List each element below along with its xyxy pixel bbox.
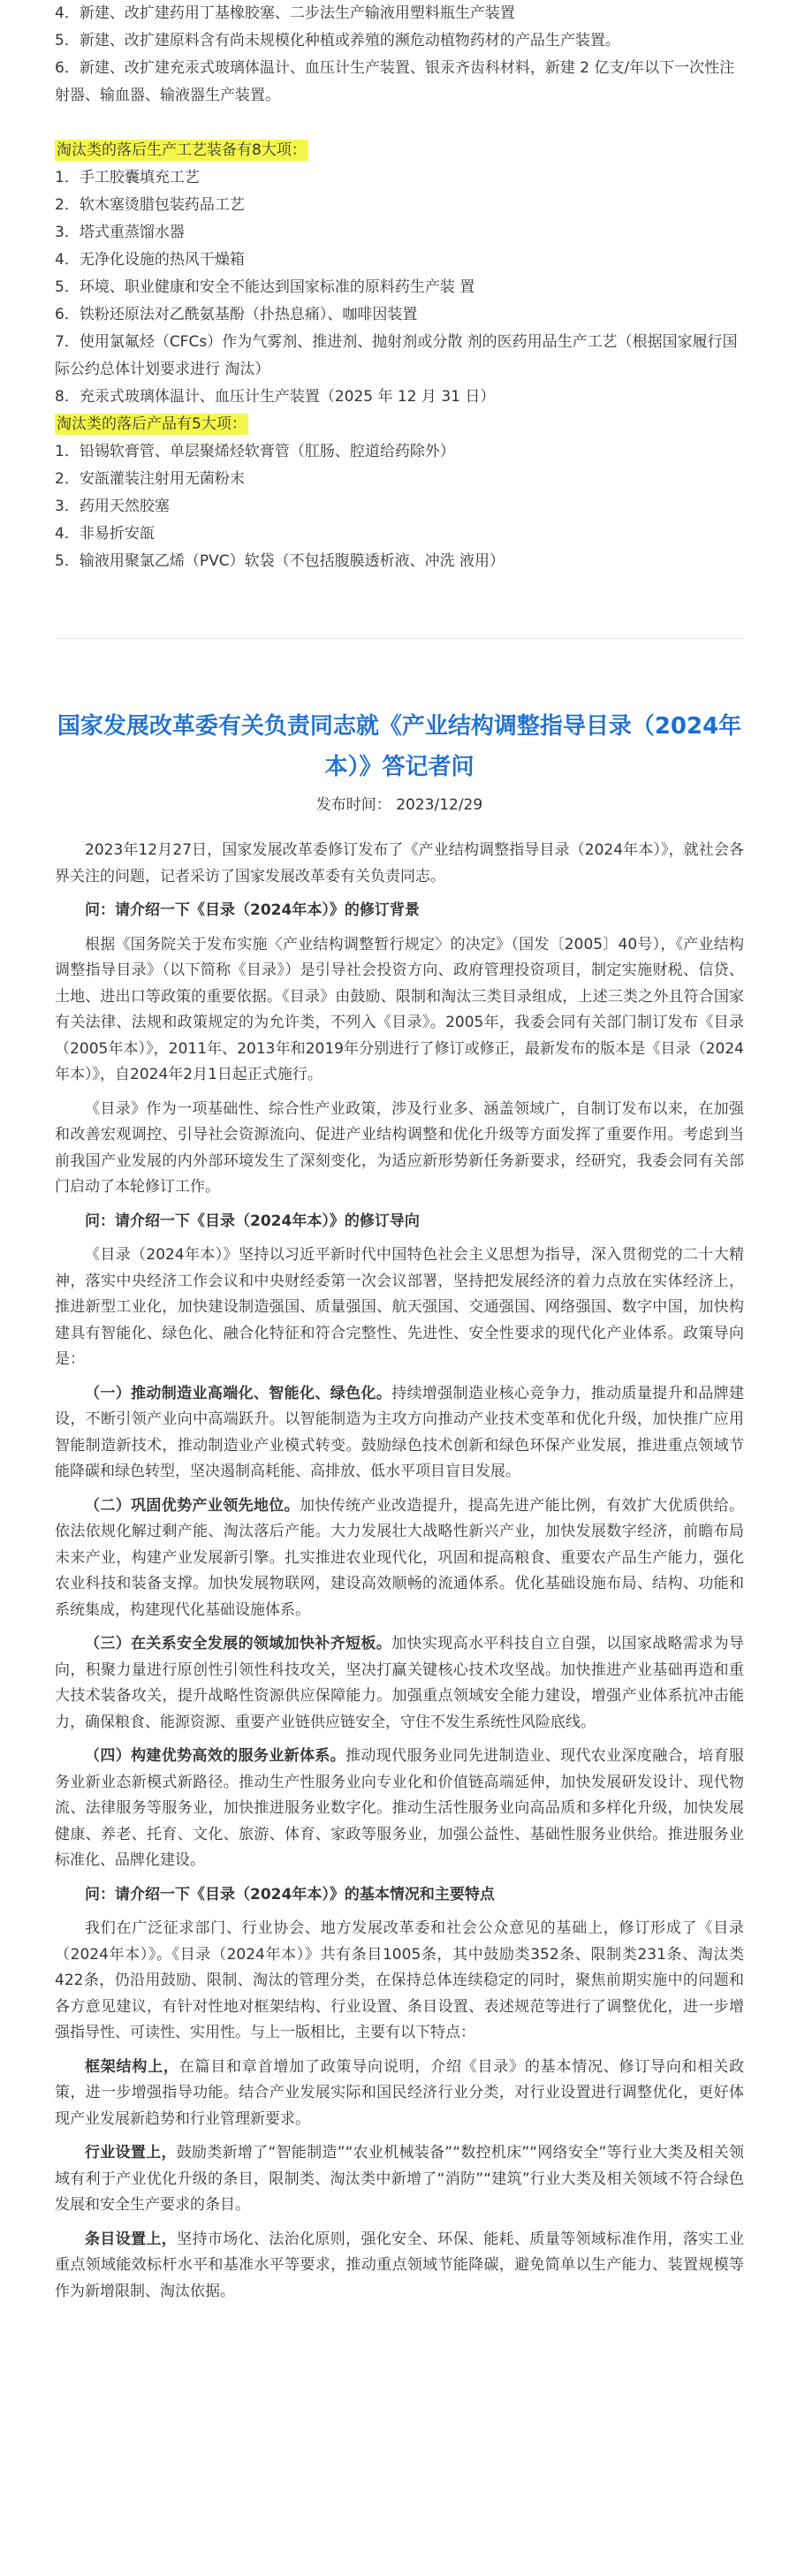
paragraph: 2023年12月27日，国家发展改革委修订发布了《产业结构调整指导目录（2024年本）》，就社会各界关注的问题，记者采访了国家发展改革委有关负责同志。 — [55, 841, 744, 885]
list-item: 5．输液用聚氯乙烯（PVC）软袋（不包括腹膜透析液、冲洗 液用） — [55, 552, 505, 570]
question-heading: 问：请介绍一下《目录（2024年本）》的修订导向 — [85, 1212, 420, 1230]
section-divider — [55, 638, 744, 639]
article-title: 国家发展改革委有关负责同志就《产业结构调整指导目录（2024年本）》答记者问 — [57, 713, 742, 781]
list-item: 1．手工胶囊填充工艺 — [55, 169, 200, 186]
list-item: 6．铁粉还原法对乙酰氨基酚（扑热息痛）、咖啡因装置 — [55, 306, 418, 323]
paragraph-body: 推动现代服务业同先进制造业、现代农业深度融合，培育服务业新业态新模式新路径。推动生产性服务业向专业化和价值链高端延伸，加快发展研发设计、现代物流、法律服务等服务业，加快推进服务业数字化。推动生活性服务业向高品质和多样化升级，加快发展健康、养老、托育、文化、旅游、体育、家政等服务业，加强公益性、基础性服务业供给。推进服务业标准化、品牌化建设。 — [55, 1747, 745, 1869]
paragraph-body: 持续增强制造业核心竞争力，推动质量提升和品牌建设，不断引领产业向中高端跃升。以智能制造为主攻方向推动产业技术变革和优化升级，加快推广应用智能制造新技术，推动制造业产业模式转变。鼓励绿色技术创新和绿色环保产业发展，推进重点领域节能降碳和绿色转型，坚决遏制高耗能、高排放、低水平项目盲目发展。 — [55, 1384, 745, 1480]
paragraph-body: 加快实现高水平科技自立自强，以国家战略需求为导向，积聚力量进行原创性引领性科技攻关，坚决打赢关键核心技术攻坚战。加快推进产业基础再造和重大技术装备攻关，提升战略性资源供应保障能力。加强重点领域安全能力建设，增强产业体系抗冲击能力，确保粮食、能源资源、重要产业链供应链安全，守住不发生系统性风险底线。 — [55, 1635, 745, 1731]
paragraph-lead: （一）推动制造业高端化、智能化、绿色化。 — [85, 1384, 392, 1402]
paragraph-body: 加快传统产业改造提升，提高先进产能比例，有效扩大优质供给。依法依规化解过剩产能、淘汰落后产能。大力发展壮大战略性新兴产业，加快发展数字经济，前瞻布局未来产业，构建产业发展新引擎。扎实推进农业现代化，巩固和提高粮食、重要农产品生产能力，强化农业科技和装备支撑。加快发展物联网，建设高效顺畅的流通体系。优化基础设施布局、结构、功能和系统集成，构建现代化基础设施体系。 — [55, 1496, 744, 1619]
list-item: 8．充汞式玻璃体温计、血压计生产装置（2025 年 12 月 31 日） — [55, 388, 496, 406]
question-heading: 问：请介绍一下《目录（2024年本）》的修订背景 — [85, 901, 420, 919]
highlighted-heading-text: 淘汰类的落后生产工艺装备有8大项： — [57, 141, 307, 159]
paragraph — [55, 1631, 744, 1736]
paragraph-body: 在篇目和章首增加了政策导向说明，介绍《目录》的基本情况、修订导向和相关政策，进一步增强指导功能。结合产业发展实际和国民经济行业分类，对行业设置进行调整优化，更好体现产业发展新趋势和行业管理新要求。 — [55, 2057, 745, 2128]
paragraph-lead: （二）巩固优势产业领先地位。 — [85, 1496, 300, 1515]
paragraph: 我们在广泛征求部门、行业协会、地方发展改革委和社会公众意见的基础上，修订形成了《目录（2024年本）》。《目录（2024年本）》共有条目1005条，其中鼓励类352条、限制类231条、淘汰类422条，仍沿用鼓励、限制、淘汰的管理分类，在保持总体连续稳定的同时，聚焦前期实施中的问题和各方意见建议，有针对性地对框架结构、行业设置、条目设置、表述规范等进行了调整优化，进一步增强指导性、可读性、实用性。与上一版相比，主要有以下特点： — [55, 1919, 744, 2041]
paragraph — [55, 2055, 744, 2133]
paragraph — [55, 1493, 744, 1624]
paragraph — [55, 2227, 744, 2306]
list-item: 2．安瓿灌装注射用无菌粉末 — [55, 470, 245, 488]
paragraph — [55, 1744, 744, 1874]
paragraph: 《目录（2024年本）》坚持以习近平新时代中国特色社会主义思想为指导，深入贯彻党的二十大精神，落实中央经济工作会议和中央财经委第一次会议部署，坚持把发展经济的着力点放在实体经济上，推进新型工业化，加快建设制造强国、质量强国、航天强国、交通强国、网络强国、数字中国，加快构建具有智能化、绿色化、融合化特征和符合完整性、先进性、安全性要求的现代化产业体系。政策导向是： — [55, 1246, 744, 1368]
list-item: 7．使用氯氟烃（CFCs）作为气雾剂、推进剂、抛射剂或分散 剂的医药用品生产工艺（根据国家履行国际公约总体计划要求进行 淘汰） — [55, 333, 738, 378]
paragraph-body: 坚持市场化、法治化原则，强化安全、环保、能耗、质量等领域标准作用，落实工业重点领域能效标杆水平和基准水平等要求，推动重点领域节能降碳，避免简单以生产能力、装置规模等作为新增限制、淘汰依据。 — [55, 2230, 745, 2300]
list-item: 6．新建、改扩建充汞式玻璃体温计、血压计生产装置、银汞齐齿科材料，新建 2 亿支/年以下一次性注射器、输血器、输液器生产装置。 — [55, 59, 735, 104]
top-list-block — [55, 0, 744, 575]
section-heading — [55, 411, 744, 438]
paragraph — [55, 2140, 744, 2219]
list-item: 3．塔式重蒸馏水器 — [55, 224, 185, 241]
paragraph: 《目录》作为一项基础性、综合性产业政策，涉及行业多、涵盖领域广，自制订发布以来，在加强和改善宏观调控、引导社会资源流向、促进产业结构调整和优化升级等方面发挥了重要作用。考虑到当前我国产业发展的内外部环境发生了深刻变化，为适应新形势新任务新要求，经研究，我委会同有关部门启动了本轮修订工作。 — [55, 1099, 744, 1196]
list-item: 2．软木塞烫腊包装药品工艺 — [55, 196, 245, 214]
list-item: 4．新建、改扩建药用丁基橡胶塞、二步法生产输液用塑料瓶生产装置 — [55, 4, 515, 22]
paragraph: 根据《国务院关于发布实施〈产业结构调整暂行规定〉的决定》（国发〔2005〕40号），《产业结构调整指导目录》（以下简称《目录》）是引导社会投资方向、政府管理投资项目，制定实施财税、信贷、土地、进出口等政策的重要依据。《目录》由鼓励、限制和淘汰三类目录组成，上述三类之外且符合国家有关法律、法规和政策规定的为允许类，不列入《目录》。2005年，我委会同有关部门制订发布《目录（2005年本）》，2011年、2013年和2019年分别进行了修订或修正，最新发布的版本是《目录（2024年本）》，自2024年2月1日起正式施行。 — [55, 935, 744, 1083]
paragraph-lead: （三）在关系安全发展的领域加快补齐短板。 — [85, 1635, 392, 1653]
question-heading: 问：请介绍一下《目录（2024年本）》的基本情况和主要特点 — [85, 1885, 495, 1904]
highlighted-heading-text: 淘汰类的落后产品有5大项： — [57, 415, 247, 433]
paragraph-lead: （四）构建优势高效的服务业新体系。 — [85, 1747, 346, 1765]
article-body — [55, 838, 744, 2313]
publish-date: 发布时间： 2023/12/29 — [315, 796, 483, 814]
paragraph-lead: 行业设置上， — [85, 2144, 177, 2162]
list-item: 4．无净化设施的热风干燥箱 — [55, 251, 245, 269]
list-item: 3．药用天然胶塞 — [55, 498, 170, 515]
section-heading — [55, 137, 744, 164]
paragraph — [55, 1381, 744, 1486]
list-item: 5．环境、职业健康和安全不能达到国家标准的原料药生产装 置 — [55, 278, 475, 296]
list-item: 1．铅锡软膏管、单层聚烯烃软膏管（肛肠、腔道给药除外） — [55, 443, 455, 460]
list-item: 5．新建、改扩建原料含有尚未规模化种植或养殖的濒危动植物药材的产品生产装置。 — [55, 32, 620, 49]
list-item: 4．非易折安瓿 — [55, 525, 155, 543]
paragraph-body: 鼓励类新增了“智能制造”“农业机械装备”“数控机床”“网络安全”等行业大类及相关领域有利于产业优化升级的条目，限制类、淘汰类中新增了“消防”“建筑”行业大类及相关领域不符合绿色发展和安全生产要求的条目。 — [55, 2144, 744, 2214]
paragraph-lead: 框架结构上， — [85, 2057, 179, 2076]
paragraph-lead: 条目设置上， — [85, 2230, 178, 2248]
